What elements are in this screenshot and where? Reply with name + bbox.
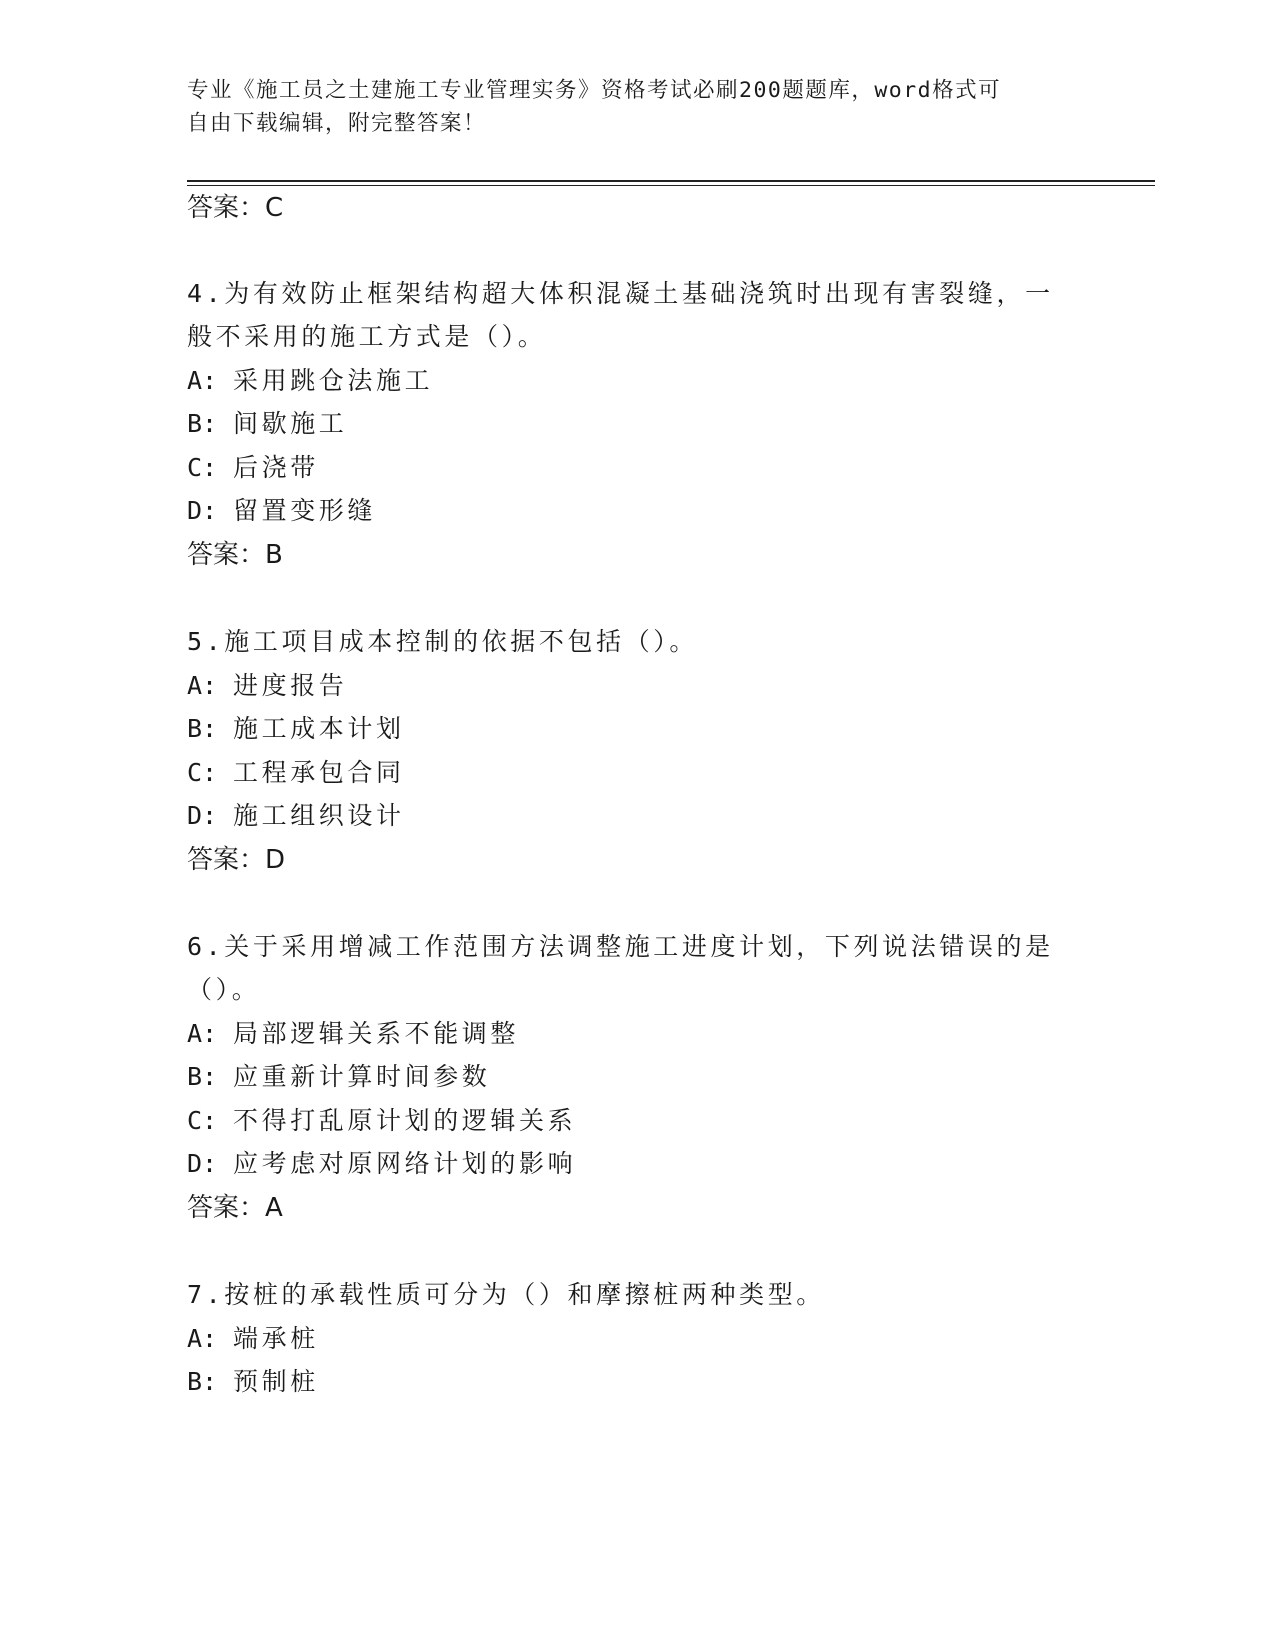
question-stem-line: （）。 — [187, 975, 261, 1004]
option-text: 间歇施工 — [233, 409, 348, 438]
option-letter: C: — [187, 758, 218, 787]
option-letter: D: — [187, 1149, 218, 1178]
option-text: 留置变形缝 — [233, 496, 377, 525]
header-divider-thin — [187, 185, 1155, 186]
option-letter: A: — [187, 366, 218, 395]
option-a — [187, 1016, 519, 1052]
option-c — [187, 450, 319, 486]
option-text: 施工组织设计 — [233, 801, 405, 830]
option-letter: D: — [187, 496, 218, 525]
option-text: 后浇带 — [233, 453, 319, 482]
option-a — [187, 363, 433, 399]
option-letter: A: — [187, 671, 218, 700]
option-b — [187, 1059, 490, 1095]
option-text: 局部逻辑关系不能调整 — [233, 1019, 520, 1048]
question-stem-line: 5.施工项目成本控制的依据不包括（）。 — [187, 627, 699, 656]
option-b — [187, 1364, 319, 1400]
option-c — [187, 1103, 576, 1139]
option-a — [187, 1321, 319, 1357]
header-divider-thick — [187, 180, 1155, 182]
question-stem-line: 般不采用的施工方式是（）。 — [187, 322, 547, 351]
option-text: 施工成本计划 — [233, 714, 405, 743]
option-d — [187, 798, 405, 834]
header-line-1: 专业《施工员之土建施工专业管理实务》资格考试必刷200题题库，word格式可 — [187, 78, 1002, 103]
option-letter: C: — [187, 1106, 218, 1135]
option-a — [187, 668, 347, 704]
option-letter: D: — [187, 801, 218, 830]
answer: 答案：A — [187, 1193, 283, 1223]
question-stem-line: 4.为有效防止框架结构超大体积混凝土基础浇筑时出现有害裂缝，一 — [187, 279, 1054, 308]
header-line-2: 自由下载编辑，附完整答案！ — [187, 111, 487, 136]
option-d — [187, 1146, 576, 1182]
option-c — [187, 755, 405, 791]
option-text: 不得打乱原计划的逻辑关系 — [233, 1106, 577, 1135]
option-text: 预制桩 — [233, 1367, 319, 1396]
option-letter: C: — [187, 453, 218, 482]
page-header — [187, 74, 1067, 140]
option-text: 工程承包合同 — [233, 758, 405, 787]
option-letter: B: — [187, 409, 218, 438]
prev-answer: 答案：C — [187, 193, 284, 223]
option-letter: A: — [187, 1019, 218, 1048]
option-letter: A: — [187, 1324, 218, 1353]
option-d — [187, 493, 376, 529]
option-b — [187, 711, 405, 747]
question-stem-line: 7.按桩的承载性质可分为（）和摩擦桩两种类型。 — [187, 1280, 825, 1309]
option-letter: B: — [187, 1062, 218, 1091]
option-text: 进度报告 — [233, 671, 348, 700]
answer: 答案：B — [187, 540, 283, 570]
option-letter: B: — [187, 1367, 218, 1396]
question-stem-line: 6.关于采用增减工作范围方法调整施工进度计划，下列说法错误的是 — [187, 932, 1054, 961]
answer: 答案：D — [187, 845, 286, 875]
option-letter: B: — [187, 714, 218, 743]
option-text: 采用跳仓法施工 — [233, 366, 434, 395]
option-text: 应重新计算时间参数 — [233, 1062, 491, 1091]
option-text: 应考虑对原网络计划的影响 — [233, 1149, 577, 1178]
option-b — [187, 406, 347, 442]
option-text: 端承桩 — [233, 1324, 319, 1353]
